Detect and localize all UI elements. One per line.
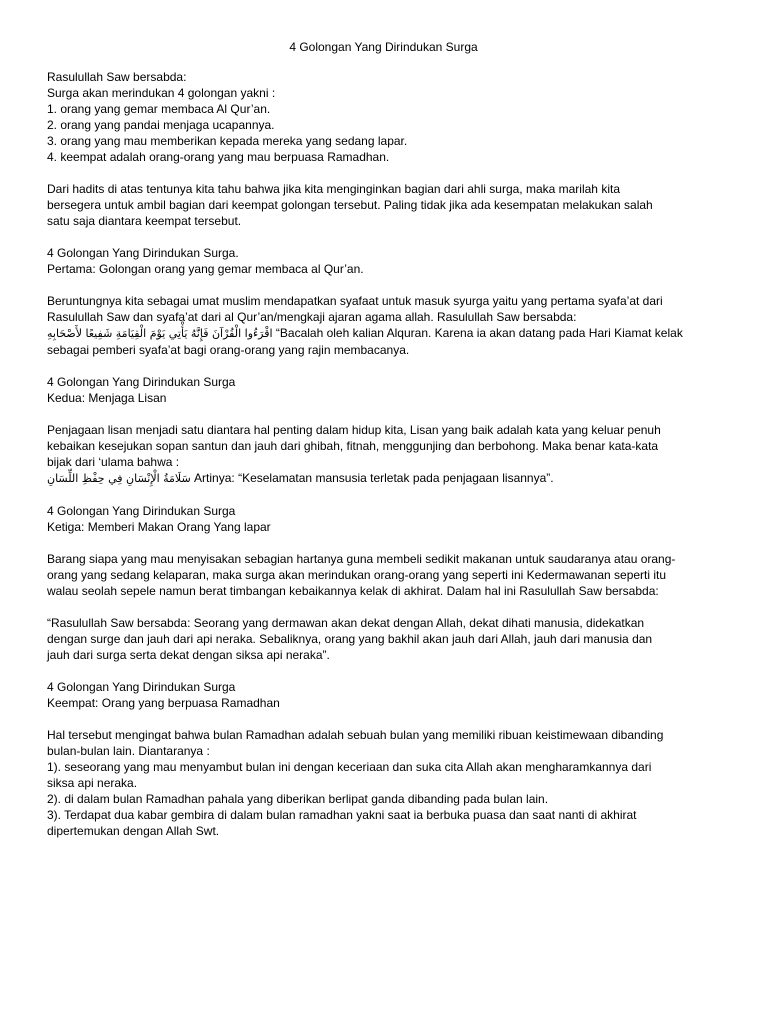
hadits-paragraph xyxy=(47,181,720,229)
section3-heading-block xyxy=(47,503,720,535)
list-item: 1). seseorang yang mau menyambut bulan ini dengan keceriaan dan suka cita Allah akan mengharamkannya dari xyxy=(47,760,652,774)
list-item: 3). Terdapat dua kabar gembira di dalam bulan ramadhan yakni saat ia berbuka puasa dan saat nanti di akhirat xyxy=(47,808,637,822)
list-item: 2). di dalam bulan Ramadhan pahala yang diberikan berlipat ganda dibanding pada bulan lain. xyxy=(47,792,549,806)
section-heading: 4 Golongan Yang Dirindukan Surga xyxy=(47,504,236,518)
list-item: dipertemukan dengan Allah Swt. xyxy=(47,824,220,838)
paragraph-line: sebagai pemberi syafa’at bagi orang-orang yang rajin membacanya. xyxy=(47,343,410,357)
paragraph-line: walau seolah sepele namun berat timbangan kebaikannya kelak di akhirat. Dalam hal ini Rasulullah Saw bersabda: xyxy=(47,584,659,598)
intro-list-item: 3. orang yang mau memberikan kepada mereka yang sedang lapar. xyxy=(47,134,408,148)
paragraph-line: kebaikan kesejukan sopan santun dan jauh dari ghibah, fitnah, menggunjing dan berbohong. Maka benar kata-kata xyxy=(47,439,659,453)
intro-line: Surga akan merindukan 4 golongan yakni : xyxy=(47,86,276,100)
intro-paragraph xyxy=(47,69,720,165)
section-heading: 4 Golongan Yang Dirindukan Surga xyxy=(47,680,236,694)
document-title: 4 Golongan Yang Dirindukan Surga xyxy=(289,40,478,54)
paragraph-line: Beruntungnya kita sebagai umat muslim mendapatkan syafaat untuk masuk syurga yaitu yang pertama syafa’at dari xyxy=(47,294,663,308)
intro-list-item: 4. keempat adalah orang-orang yang mau berpuasa Ramadhan. xyxy=(47,150,390,164)
section-subheading: Ketiga: Memberi Makan Orang Yang lapar xyxy=(47,520,271,534)
section3-body xyxy=(47,551,720,599)
translation-text: “Bacalah oleh kalian Alquran. Karena ia akan datang pada Hari Kiamat kelak xyxy=(272,326,683,340)
paragraph-line: bijak dari ‘ulama bahwa : xyxy=(47,455,180,469)
paragraph-line: Rasulullah Saw dan syafa’at dari al Qur’an/mengkaji ajaran agama allah. Rasulullah Saw bersabda: xyxy=(47,310,577,324)
section1-body xyxy=(47,293,720,358)
section4-body xyxy=(47,727,720,839)
section2-heading-block xyxy=(47,374,720,406)
arabic-line xyxy=(47,325,720,342)
intro-list-item: 2. orang yang pandai menjaga ucapannya. xyxy=(47,118,275,132)
section-subheading: Kedua: Menjaga Lisan xyxy=(47,391,167,405)
paragraph-line: Penjagaan lisan menjadi satu diantara hal penting dalam hidup kita, Lisan yang baik adalah kata yang keluar penuh xyxy=(47,423,661,437)
paragraph-line: Dari hadits di atas tentunya kita tahu bahwa jika kita menginginkan bagian dari ahli surga, maka marilah kita xyxy=(47,182,620,196)
paragraph-line: Hal tersebut mengingat bahwa bulan Ramadhan adalah sebuah bulan yang memiliki ribuan keistimewaan dibanding xyxy=(47,728,664,742)
paragraph-line: orang yang sedang kelaparan, maka surga akan merindukan orang-orang yang seperti ini Kedermawanan seperti itu xyxy=(47,568,667,582)
arabic-line xyxy=(47,470,720,487)
section3-quote xyxy=(47,615,720,663)
paragraph-line: Barang siapa yang mau menyisakan sebagian hartanya guna membeli sedikit makanan untuk saudaranya atau orang- xyxy=(47,552,676,566)
section2-body xyxy=(47,422,720,487)
section-heading: 4 Golongan Yang Dirindukan Surga. xyxy=(47,246,239,260)
paragraph-line: bersegera untuk ambil bagian dari keempat golongan tersebut. Paling tidak jika ada kesempatan melakukan salah xyxy=(47,198,653,212)
quote-line: “Rasulullah Saw bersabda: Seorang yang dermawan akan dekat dengan Allah, dekat dihati manusia, didekatkan xyxy=(47,616,645,630)
intro-list-item: 1. orang yang gemar membaca Al Qur’an. xyxy=(47,102,271,116)
section4-heading-block xyxy=(47,679,720,711)
list-item: siksa api neraka. xyxy=(47,776,138,790)
quote-line: dengan surge dan jauh dari api neraka. Sebaliknya, orang yang bakhil akan jauh dari Allah, jauh dari manusia dan xyxy=(47,632,653,646)
paragraph-line: satu saja diantara keempat tersebut. xyxy=(47,214,242,228)
section-heading: 4 Golongan Yang Dirindukan Surga xyxy=(47,375,236,389)
section1-heading-block xyxy=(47,245,720,277)
intro-line: Rasulullah Saw bersabda: xyxy=(47,70,187,84)
section-subheading: Pertama: Golongan orang yang gemar membaca al Qur’an. xyxy=(47,262,364,276)
paragraph-line: bulan-bulan lain. Diantaranya : xyxy=(47,744,210,758)
arabic-proverb-text: سَلَامَةُ الْإِنْسَانِ فِي حِفْظِ اللِّسَانِ xyxy=(47,472,191,485)
translation-text: Artinya: “Keselamatan mansusia terletak pada penjagaan lisannya”. xyxy=(190,471,554,485)
quote-line: jauh dari surga serta dekat dengan siksa api neraka”. xyxy=(47,648,330,662)
arabic-hadith-text: اقْرَءُوا الْقُرْآنَ فَإِنَّهُ يَأْتِي يَوْمَ الْقِيَامَةِ شَفِيعًا لأَصْحَابِهِ xyxy=(47,327,273,340)
section-subheading: Keempat: Orang yang berpuasa Ramadhan xyxy=(47,696,280,710)
